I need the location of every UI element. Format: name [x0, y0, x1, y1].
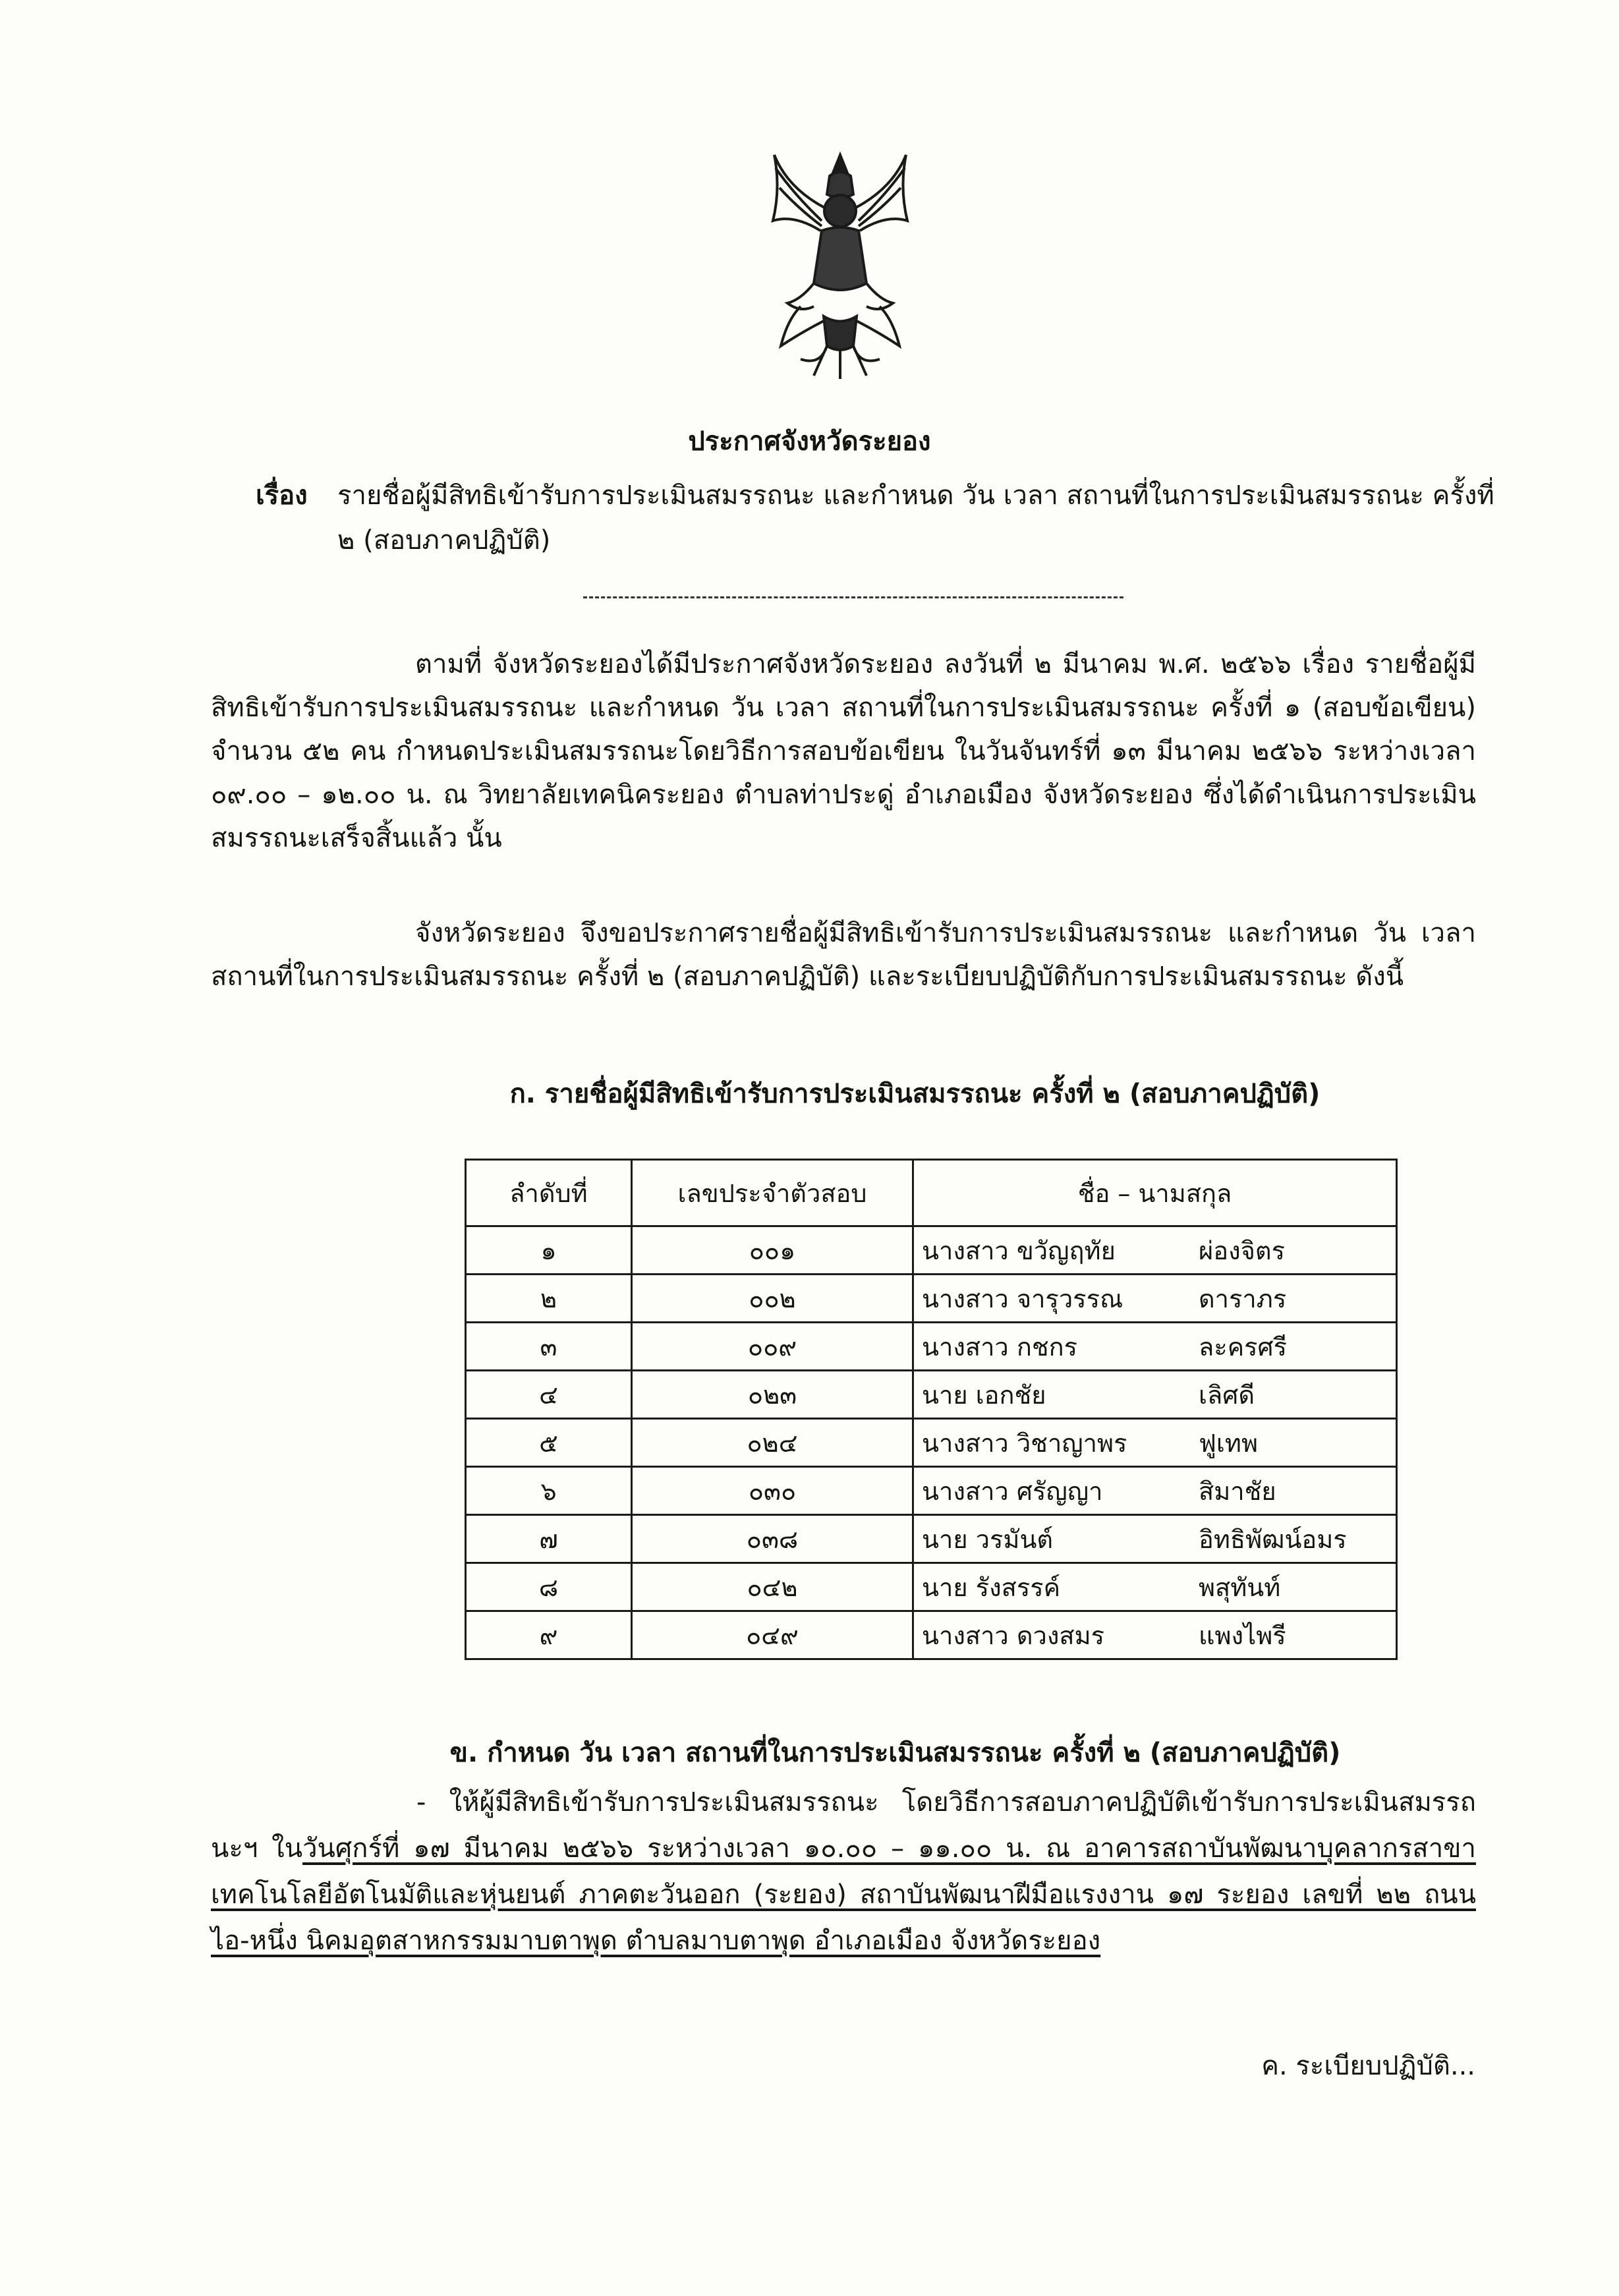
row-surname: สิมาชัย [1199, 1476, 1276, 1506]
table-header-row [466, 1160, 1397, 1226]
continuation-note: ค. ระเบียบปฏิบัติ... [1261, 2051, 1475, 2081]
table-row [466, 1275, 1397, 1323]
row-given-name: นางสาว ขวัญฤทัย [922, 1236, 1116, 1265]
row-exam-id: ๐๓๐ [632, 1467, 913, 1515]
table-row [466, 1515, 1397, 1563]
row-exam-id: ๐๐๑ [632, 1226, 913, 1275]
row-given-name: นาย เอกชัย [922, 1380, 1046, 1410]
row-surname: ละครศรี [1199, 1332, 1288, 1362]
row-number: ๖ [466, 1467, 632, 1515]
table-row [466, 1226, 1397, 1275]
row-surname: แพงไพรี [1199, 1621, 1286, 1650]
subject-text: รายชื่อผู้มีสิทธิเข้ารับการประเมินสมรรถนะ และกำหนด วัน เวลา สถานที่ในการประเมินสมรรถนะ ครั้งที่ ๒ (สอบภาคปฏิบัติ) [337, 480, 1494, 556]
candidate-table [465, 1159, 1398, 1660]
row-surname: พสุทันท์ [1199, 1572, 1281, 1602]
row-surname: อิทธิพัฒน์อมร [1199, 1524, 1347, 1554]
row-given-name: นางสาว กชกร [922, 1332, 1078, 1362]
row-number: ๙ [466, 1611, 632, 1659]
row-given-name: นางสาว วิชาญาพร [922, 1428, 1127, 1458]
row-surname: เลิศดี [1199, 1380, 1255, 1410]
table-row [466, 1371, 1397, 1419]
row-given-name: นางสาว ดวงสมร [922, 1621, 1105, 1650]
row-exam-id: ๐๒๔ [632, 1419, 913, 1467]
announcement-title: ประกาศจังหวัดระยอง [688, 426, 931, 457]
row-number: ๓ [466, 1323, 632, 1371]
section-b-heading: ข. กำหนด วัน เวลา สถานที่ในการประเมินสมรรถนะ ครั้งที่ ๒ (สอบภาคปฏิบัติ) [449, 1738, 1341, 1768]
row-exam-id: ๐๒๓ [632, 1371, 913, 1419]
table-row [466, 1467, 1397, 1515]
row-number: ๒ [466, 1275, 632, 1323]
section-b-lead: - ให้ผู้มีสิทธิเข้ารับการประเมินสมรรถนะ โดยวิธีการสอบภาคปฏิบัติเข้ารับการประเมินสมรรถนะฯ ใน [211, 1787, 1476, 1864]
row-given-name: นางสาว ศรัญญา [922, 1476, 1103, 1506]
row-number: ๑ [466, 1226, 632, 1275]
row-number: ๕ [466, 1419, 632, 1467]
row-number: ๗ [466, 1515, 632, 1563]
row-given-name: นาย รังสรรค์ [922, 1572, 1061, 1602]
row-surname: ผ่องจิตร [1199, 1236, 1285, 1265]
row-given-name: นาย วรมันต์ [922, 1524, 1054, 1554]
body-paragraph-1: ตามที่ จังหวัดระยองได้มีประกาศจังหวัดระยอง ลงวันที่ ๒ มีนาคม พ.ศ. ๒๕๖๖ เรื่อง รายชื่อผู้มีสิทธิเข้ารับการประเมินสมรรถนะ และกำหนด วัน เวลา สถานที่ในการประเมินสมรรถนะ ครั้งที่ ๑ (สอบข้อเขียน) จำนวน ๕๒ คน กำหนดประเมินสมรรถนะโดยวิธีการสอบข้อเขียน ในวันจันทร์ที่ ๑๓ มีนาคม ๒๕๖๖ ระหว่างเวลา ๐๙.๐๐ – ๑๒.๐๐ น. ณ วิทยาลัยเทคนิคระยอง ตำบลท่าประดู่ อำเภอเมือง จังหวัดระยอง ซึ่งได้ดำเนินการประเมินสมรรถนะเสร็จสิ้นแล้ว นั้น [211, 649, 1477, 853]
header-exam-id: เลขประจำตัวสอบ [632, 1160, 913, 1226]
subject-label: เรื่อง [256, 480, 308, 511]
row-exam-id: ๐๓๘ [632, 1515, 913, 1563]
row-surname: ฟูเทพ [1199, 1428, 1258, 1458]
table-row [466, 1563, 1397, 1611]
section-b-schedule-detail: วันศุกร์ที่ ๑๗ มีนาคม ๒๕๖๖ ระหว่างเวลา ๑๐.๐๐ – ๑๑.๐๐ น. ณ อาคารสถาบันพัฒนาบุคลากรสาขาเทคโนโลยีอัตโนมัติและหุ่นยนต์ ภาคตะวันออก (ระยอง) สถาบันพัฒนาฝีมือแรงงาน ๑๗ ระยอง เลขที่ ๒๒ ถนนไอ-หนึ่ง นิคมอุตสาหกรรมมาบตาพุด ตำบลมาบตาพุด อำเภอเมือง จังหวัดระยอง [211, 1833, 1476, 1956]
row-surname: ดาราภร [1199, 1284, 1287, 1313]
body-paragraph-2: จังหวัดระยอง จึงขอประกาศรายชื่อผู้มีสิทธิเข้ารับการประเมินสมรรถนะ และกำหนด วัน เวลา สถานที่ในการประเมินสมรรถนะ ครั้งที่ ๒ (สอบภาคปฏิบัติ) และระเบียบปฏิบัติกับการประเมินสมรรถนะ ดังนี้ [211, 918, 1476, 992]
dashed-divider [583, 596, 1123, 598]
row-exam-id: ๐๔๙ [632, 1611, 913, 1659]
table-row [466, 1611, 1397, 1659]
row-given-name: นางสาว จารุวรรณ [922, 1284, 1123, 1313]
header-fullname: ชื่อ – นามสกุล [913, 1160, 1397, 1226]
table-row [466, 1323, 1397, 1371]
row-exam-id: ๐๐๒ [632, 1275, 913, 1323]
table-row [466, 1419, 1397, 1467]
section-a-heading: ก. รายชื่อผู้มีสิทธิเข้ารับการประเมินสมรรถนะ ครั้งที่ ๒ (สอบภาคปฏิบัติ) [509, 1079, 1321, 1109]
row-number: ๘ [466, 1563, 632, 1611]
row-exam-id: ๐๔๒ [632, 1563, 913, 1611]
row-exam-id: ๐๐๙ [632, 1323, 913, 1371]
header-order: ลำดับที่ [466, 1160, 632, 1226]
row-number: ๔ [466, 1371, 632, 1419]
garuda-emblem-icon [761, 148, 919, 386]
section-b-paragraph [211, 1779, 1476, 1964]
